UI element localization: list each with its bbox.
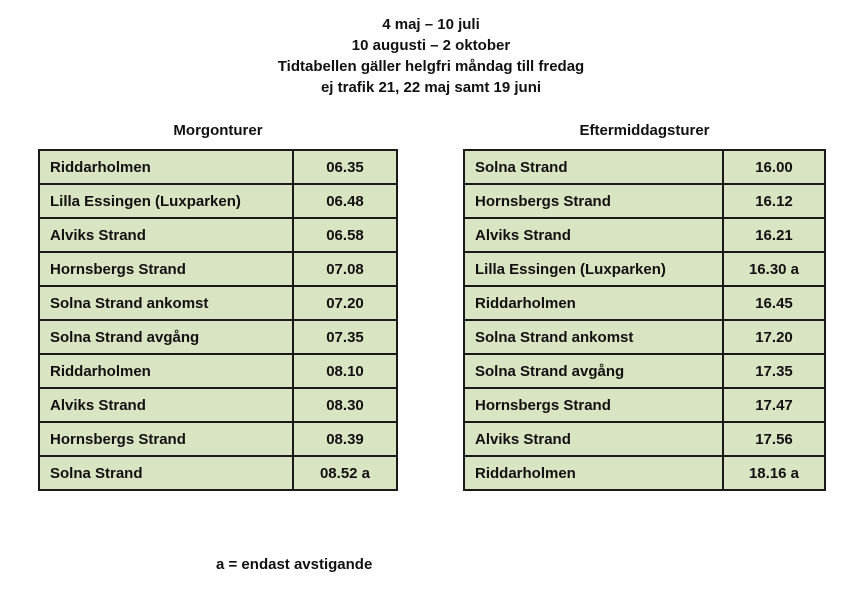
stop-name: Hornsbergs Strand xyxy=(464,388,723,422)
stop-name: Solna Strand ankomst xyxy=(39,286,293,320)
stop-name: Lilla Essingen (Luxparken) xyxy=(464,252,723,286)
departure-time: 06.35 xyxy=(293,150,397,184)
table-row xyxy=(464,184,825,218)
footnote: a = endast avstigande xyxy=(216,556,373,573)
header-line-exceptions: ej trafik 21, 22 maj samt 19 juni xyxy=(320,79,542,96)
evening-timetable xyxy=(463,149,826,491)
departure-time: 17.20 xyxy=(723,320,825,354)
evening-title: Eftermiddagsturer xyxy=(579,122,710,139)
table-row xyxy=(464,456,825,490)
departure-time: 08.39 xyxy=(293,422,397,456)
header-line-period-2: 10 augusti – 2 oktober xyxy=(351,37,511,54)
departure-time: 07.20 xyxy=(293,286,397,320)
header-line-valid-days: Tidtabellen gäller helgfri måndag till fredag xyxy=(277,58,585,75)
schedule-header xyxy=(0,14,862,98)
stop-name: Hornsbergs Strand xyxy=(39,422,293,456)
stop-name: Alviks Strand xyxy=(464,218,723,252)
departure-time: 17.47 xyxy=(723,388,825,422)
stop-name: Lilla Essingen (Luxparken) xyxy=(39,184,293,218)
departure-time: 16.00 xyxy=(723,150,825,184)
table-row xyxy=(39,218,397,252)
departure-time: 18.16 a xyxy=(723,456,825,490)
stop-name: Alviks Strand xyxy=(39,388,293,422)
stop-name: Alviks Strand xyxy=(464,422,723,456)
table-row xyxy=(39,252,397,286)
table-row xyxy=(39,286,397,320)
stop-name: Solna Strand avgång xyxy=(39,320,293,354)
morning-timetable xyxy=(38,149,398,491)
stop-name: Riddarholmen xyxy=(464,456,723,490)
departure-time: 17.56 xyxy=(723,422,825,456)
departure-time: 06.48 xyxy=(293,184,397,218)
departure-time: 16.30 a xyxy=(723,252,825,286)
table-row xyxy=(464,150,825,184)
table-row xyxy=(39,422,397,456)
departure-time: 16.45 xyxy=(723,286,825,320)
table-row xyxy=(464,252,825,286)
table-row xyxy=(464,320,825,354)
table-row xyxy=(464,218,825,252)
table-row xyxy=(464,354,825,388)
departure-time: 17.35 xyxy=(723,354,825,388)
table-row xyxy=(39,354,397,388)
stop-name: Solna Strand avgång xyxy=(464,354,723,388)
table-row xyxy=(39,150,397,184)
stop-name: Solna Strand ankomst xyxy=(464,320,723,354)
header-line-period-1: 4 maj – 10 juli xyxy=(382,16,480,33)
morning-title: Morgonturer xyxy=(173,122,263,139)
departure-time: 06.58 xyxy=(293,218,397,252)
departure-time: 16.21 xyxy=(723,218,825,252)
stop-name: Riddarholmen xyxy=(39,354,293,388)
departure-time: 07.08 xyxy=(293,252,397,286)
table-row xyxy=(464,286,825,320)
stop-name: Hornsbergs Strand xyxy=(464,184,723,218)
stop-name: Hornsbergs Strand xyxy=(39,252,293,286)
departure-time: 08.10 xyxy=(293,354,397,388)
stop-name: Alviks Strand xyxy=(39,218,293,252)
stop-name: Riddarholmen xyxy=(464,286,723,320)
table-row xyxy=(39,388,397,422)
departure-time: 08.52 a xyxy=(293,456,397,490)
departure-time: 16.12 xyxy=(723,184,825,218)
stop-name: Riddarholmen xyxy=(39,150,293,184)
table-row xyxy=(39,320,397,354)
stop-name: Solna Strand xyxy=(464,150,723,184)
table-row xyxy=(39,456,397,490)
table-row xyxy=(464,388,825,422)
stop-name: Solna Strand xyxy=(39,456,293,490)
table-row xyxy=(464,422,825,456)
departure-time: 08.30 xyxy=(293,388,397,422)
table-row xyxy=(39,184,397,218)
departure-time: 07.35 xyxy=(293,320,397,354)
